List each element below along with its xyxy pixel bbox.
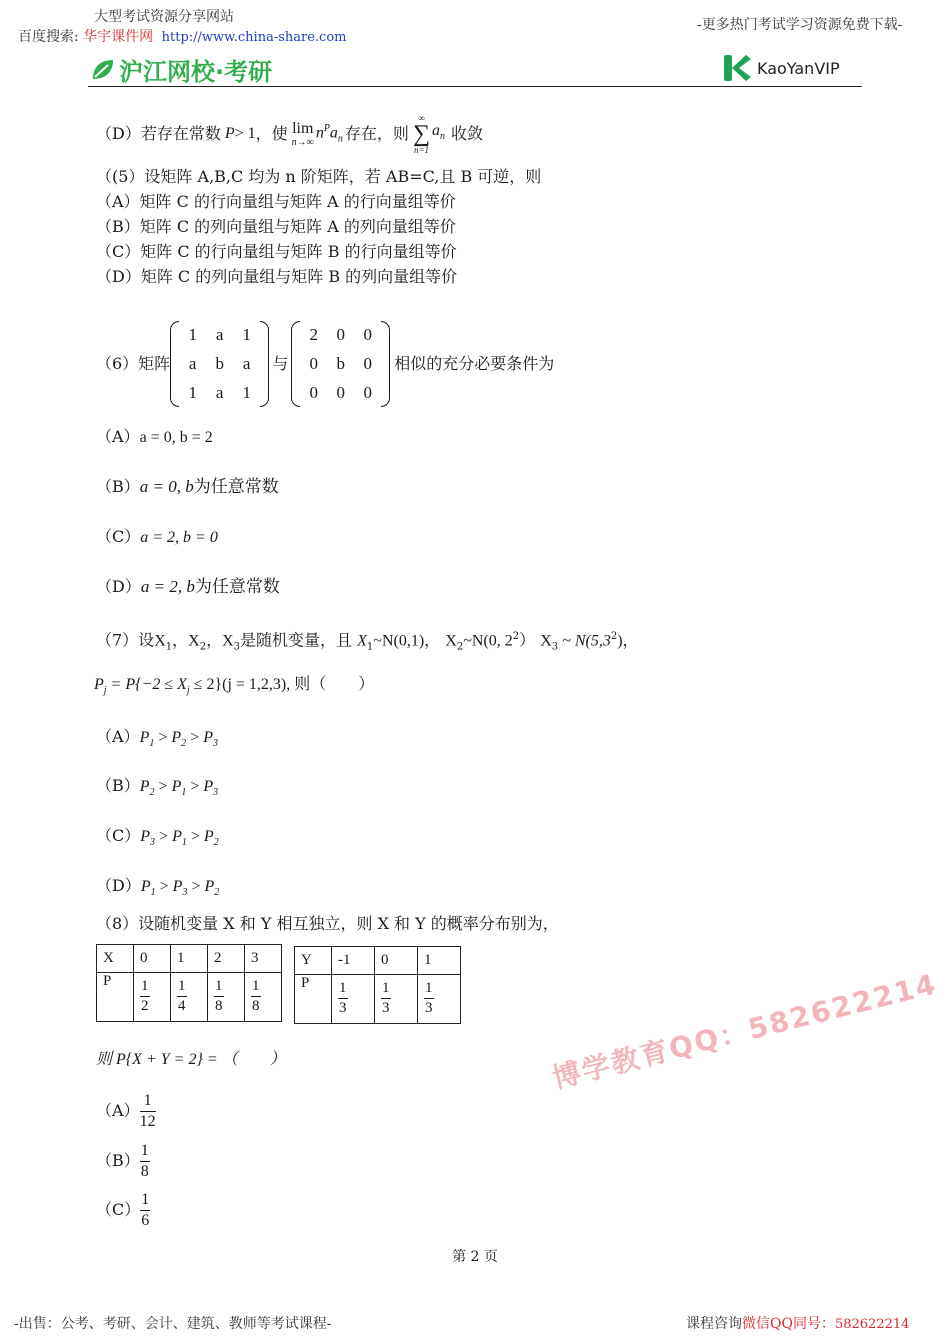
ty-head-1: -1 [332,947,375,975]
q7-dist3: ~ N(5,3 [558,632,611,650]
q6-option-c [96,526,218,549]
q5-option-d: （D）矩阵 C 的列向量组与矩阵 B 的列向量组等价 [96,267,458,286]
q6-stem [96,320,554,408]
matrix2-cell: 0 [336,383,345,402]
q7-x3b: X [540,632,552,650]
distribution-table-x [96,944,282,1022]
q8a-num: 1 [140,1091,156,1112]
q4d-lim-under: n→∞ [291,137,314,148]
q7-option-d [96,875,219,904]
q7b-gt1: > [154,778,172,795]
q4d-term [316,118,343,151]
q4d-limit [292,120,314,148]
q4d-sum-bottom: n=1 [413,145,430,155]
q7b-s2: 1 [181,787,187,799]
ty-num-0: 1 [338,979,348,999]
q8-question: 则 P{X + Y = 2} = （ ） [96,1051,286,1068]
q7c-s1: 3 [150,837,156,849]
q7d-label: （D） [96,876,141,895]
q7-dist2-sq: 2 [512,631,520,642]
q7c-p2: P [172,828,182,845]
q7-x2b: X [445,632,457,650]
q7-pj-sub: j [103,685,107,697]
tx-den-2: 8 [215,998,223,1014]
q7-dist2-end: ） [519,630,536,650]
q8b-den: 8 [140,1162,149,1180]
q6c-label: （C） [96,527,141,546]
q6b-tail: 为任意常数 [193,477,279,497]
matrix1-cell: a [215,325,224,344]
q7b-p2: P [171,778,182,795]
q6d-expr: a = 2, b [140,577,195,596]
q7a-s2: 2 [181,738,187,750]
q7-stem [96,626,639,659]
q7-option-c [96,825,219,854]
q7-x3: X [222,632,234,650]
q4d-var: P [224,125,235,142]
header-divider [88,86,862,87]
q7-dist3-sq: 2 [610,631,618,642]
q8-option-b [96,1138,150,1184]
q7d-p1: P [140,878,151,895]
tx-den-3: 8 [252,998,260,1014]
q7-p-definition [94,674,374,702]
q7-x1b: X [357,632,367,650]
q6b-label: （B） [96,477,140,496]
q7-pj: P [94,676,104,693]
hujiang-logo-text: 沪江网校·考研 [119,58,273,86]
ty-head-0: Y [295,947,332,975]
ty-prob-2 [418,975,461,1024]
q6d-tail: 为任意常数 [194,577,280,597]
q7d-p3: P [204,878,215,895]
q7-text1: 是随机变量，且 [240,630,353,650]
q6-with: 与 [272,354,289,373]
q7c-gt1: > [155,828,173,845]
tx-num-1: 1 [177,977,187,997]
q7-option-b [96,775,218,804]
tx-head-4: 3 [245,945,282,973]
q7-dist1: ~N(0,1)， [373,632,441,650]
q7d-s1: 1 [150,887,156,899]
q4d-asub: n [337,133,343,145]
tx-den-0: 2 [141,998,149,1014]
ty-den-1: 3 [382,1000,390,1016]
q4d-p: P [323,122,330,134]
matrix2-cell: 0 [336,325,345,344]
header-right-text: -更多热门考试学习资源免费下载- [697,17,903,33]
q7-p-expr2: ≤ 2}(j = 1,2,3), 则（ ） [189,676,375,693]
kaoyanvip-logo [722,53,840,83]
q7a-label: （A） [96,727,140,746]
q4d-tail: ，使 [255,124,288,143]
matrix1-cell: a [215,383,224,402]
q7b-s1: 2 [149,787,155,799]
q7b-p1: P [139,778,150,795]
q7a-gt2: > [186,729,204,746]
q7-label: （7）设 [96,630,155,650]
footer-right [686,1313,909,1333]
matrix-1 [170,321,269,408]
matrix1-cell: a [188,354,197,373]
ty-prob-0 [332,975,375,1024]
q6-tail: 相似的充分必要条件为 [394,354,555,373]
baidu-search-line [18,26,346,46]
tx-head-0: X [97,945,134,973]
q6-label: （6）矩阵 [96,354,171,373]
matrix2-cell: 0 [309,383,318,402]
q8-option-a [96,1088,156,1134]
matrix-2 [291,321,390,408]
ty-num-2: 1 [424,979,434,999]
q7-x1: X [154,632,166,650]
matrix2-cell: 0 [309,354,318,373]
q4-option-d [96,113,483,155]
q7-sep1: ， [172,630,189,650]
matrix2-cell: 2 [309,325,318,344]
q7d-gt1: > [155,878,173,895]
matrix2-cell: 0 [363,383,372,402]
q7c-p1: P [140,828,151,845]
q7-x1-sub: 1 [165,641,173,653]
footer-right-prefix: 课程咨询 [686,1316,742,1332]
tx-prob-0 [134,973,171,1022]
q6c-expr: a = 2, b = 0 [140,529,218,546]
distribution-table-y [294,946,461,1024]
q4d-exists: 存在，则 [344,124,409,143]
q7c-p3: P [203,828,214,845]
q7a-s3: 3 [212,738,218,750]
tx-prob-3 [245,973,282,1022]
q6d-label: （D） [96,577,141,596]
q7d-s3: 2 [214,887,220,899]
q8a-label: （A） [96,1101,140,1120]
footer-right-red: 微信QQ同号： [742,1316,835,1332]
q7b-gt2: > [186,778,204,795]
q8-option-c [96,1187,150,1233]
q7d-p2: P [172,878,183,895]
hujiang-logo [90,52,272,87]
matrix1-cell: b [215,354,224,373]
tx-head-2: 1 [171,945,208,973]
q7b-p3: P [203,778,214,795]
q4d-a: a [329,124,338,142]
ty-head-2: 0 [375,947,418,975]
q5-option-b: （B）矩阵 C 的列向量组与矩阵 A 的列向量组等价 [96,217,456,236]
ty-den-2: 3 [425,1000,433,1016]
q8-stem: （8）设随机变量 X 和 Y 相互独立，则 X 和 Y 的概率分布别为， [96,914,559,933]
tx-prob-1 [171,973,208,1022]
brand-name: 华宇课件网 [83,29,154,45]
q7-sep2: ， [206,630,223,650]
ty-prob-1 [375,975,418,1024]
tx-head-1: 0 [134,945,171,973]
q7-x2-sub: 2 [199,641,207,653]
q8b-num: 1 [140,1141,150,1162]
tx-head-3: 2 [208,945,245,973]
footer-left: -出售：公考、考研、会计、建筑、教师等考试课程- [14,1316,332,1332]
site-name: 大型考试资源分享网站 [94,9,234,25]
q4d-n: n [315,124,324,142]
q5-stem: （(5）设矩阵 A,B,C 均为 n 阶矩阵，若 AB=C,且 B 可逆，则 [96,167,542,186]
ty-p-label: P [295,975,332,1024]
q7-x2: X [188,632,200,650]
q7-xj-sub: j [186,685,190,697]
q7b-s3: 3 [213,787,219,799]
q7-x1b-sub: 1 [366,641,374,653]
q7d-gt2: > [187,878,205,895]
q4d-sum-sym: ∑ [412,121,431,147]
q6a-label: （A） [96,427,140,446]
q7a-p1: P [139,729,150,746]
matrix1-cell: 1 [242,325,251,344]
q7a-s1: 1 [149,738,155,750]
q4d-sum-sub: n [440,131,446,143]
baidu-label: 百度搜索: [18,29,79,45]
watermark-text: 博学教育QQ：582622214 [549,967,941,1095]
q5-option-a: （A）矩阵 C 的行向量组与矩阵 A 的行向量组等价 [96,192,456,211]
q8c-den: 6 [141,1211,150,1229]
matrix1-cell: 1 [188,325,197,344]
q8c-label: （C） [96,1200,141,1219]
tx-p-label: P [97,973,134,1022]
q7a-p3: P [203,729,213,746]
k-logo-icon [722,53,752,83]
q7d-s2: 3 [182,887,188,899]
q7-x2b-sub: 2 [456,641,464,653]
matrix1-cell: a [242,354,251,373]
q7a-gt1: > [154,729,172,746]
q7-dist2: ~N(0, 2 [463,632,513,650]
matrix2-cell: 0 [363,354,372,373]
q5-option-c: （C）矩阵 C 的行向量组与矩阵 B 的行向量组等价 [96,242,457,261]
q8a-den: 12 [139,1112,156,1130]
q7-x3b-sub: 3 [551,641,559,653]
q4d-lim: lim [292,120,314,137]
q7a-p2: P [171,729,182,746]
footer-right-number: 582622214 [834,1317,910,1332]
page-number: 第 2 页 [452,1249,498,1265]
q7-option-a [96,726,218,755]
q4d-result: 收敛 [451,124,484,143]
ty-den-0: 3 [339,1000,347,1016]
site-url-link[interactable]: http://www.china-share.com [161,30,347,45]
ty-head-3: 1 [418,947,461,975]
tx-num-2: 1 [214,977,224,997]
q7-p-expr: = P{−2 ≤ X [106,676,187,693]
matrix1-cell: 1 [242,383,251,402]
q6b-expr: a = 0, b [139,477,194,496]
matrix2-cell: 0 [363,325,372,344]
q4d-sum-top: ∞ [418,113,425,123]
q4d-sum-a: a [432,121,441,139]
tx-den-1: 4 [178,998,186,1014]
q7c-s3: 2 [213,837,219,849]
q6-option-d [96,576,280,598]
kaoyanvip-logo-text: KaoYanVIP [757,58,840,78]
tx-prob-2 [208,973,245,1022]
q7c-s2: 1 [181,837,187,849]
q8b-label: （B） [96,1151,140,1170]
matrix1-cell: 1 [188,383,197,402]
q7-x3-sub: 3 [233,641,241,653]
q7c-label: （C） [96,826,141,845]
tx-num-3: 1 [251,977,261,997]
q4d-op: > 1 [234,125,256,142]
q6-option-b [96,476,279,498]
q6-option-a [96,426,213,449]
q7b-label: （B） [96,776,140,795]
q8c-num: 1 [140,1190,150,1211]
leaf-icon [90,57,116,83]
q4d-sum [413,113,430,155]
tx-num-0: 1 [140,977,150,997]
q7c-gt2: > [186,828,204,845]
q7-dist3-end: )， [617,632,639,650]
q4d-label: （D）若存在常数 [96,124,221,143]
matrix2-cell: b [336,354,345,373]
ty-num-1: 1 [381,979,391,999]
q6a-expr: a = 0, b = 2 [139,429,213,446]
